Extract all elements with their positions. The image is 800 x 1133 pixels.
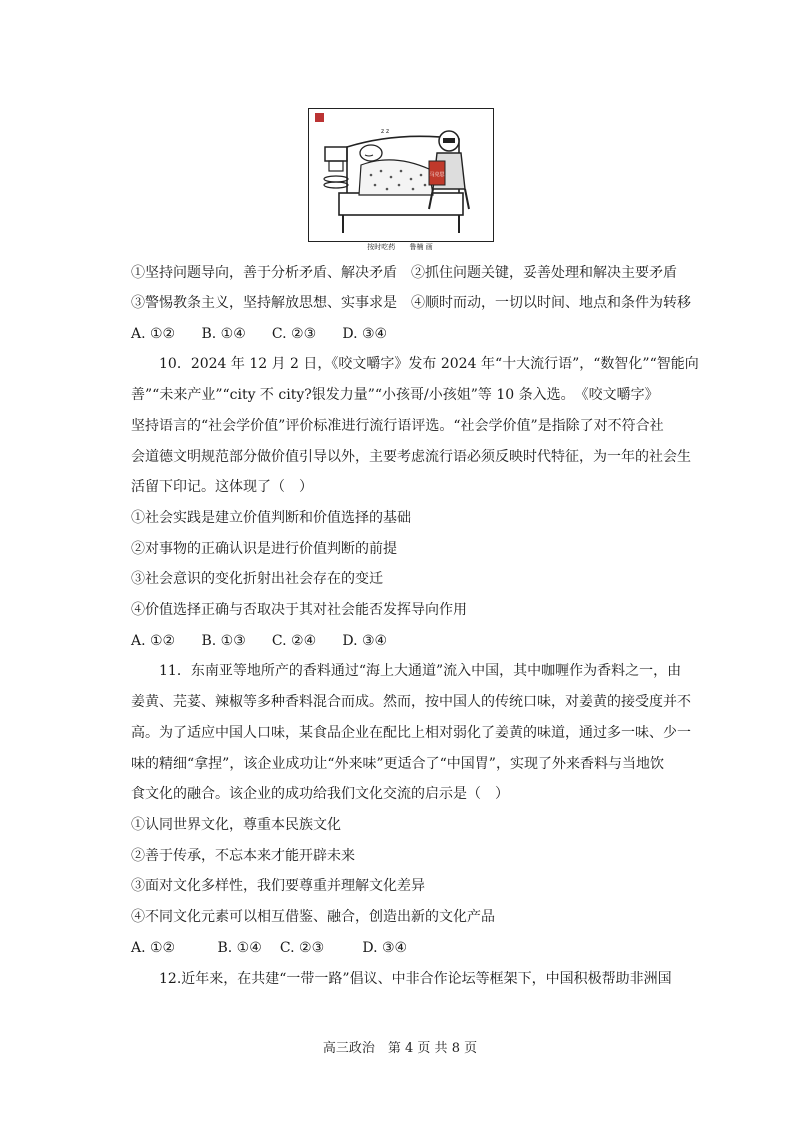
q10-stem-line-2: 善”“未来产业”“city 不 city?银发力量”“小孩哥/小孩姐”等 10 条入选。 《咬文嚼字》 (131, 387, 659, 403)
q10-option-d: D. ③④ (342, 633, 388, 649)
q9-option-b: B. ①④ (201, 326, 246, 342)
q11-option-d: D. ③④ (362, 940, 408, 956)
seal-stamp (315, 113, 324, 122)
q11-stem-line-5: 食文化的融合。该企业的成功给我们文化交流的启示是（ ） (131, 786, 509, 802)
q11-statement-2: ②善于传承，不忘本来才能开辟未来 (131, 848, 355, 864)
cartoon-author: 鲁楠 画 (409, 243, 433, 251)
q11-option-b: B. ①④ (217, 940, 262, 956)
q10-stem-line-1: 10．2024 年 12 月 2 日，《咬文嚼字》发布 2024 年“十大流行语”，“数智化”“智能向 (159, 356, 699, 372)
q10-option-a: A. ①② (131, 633, 176, 649)
q11-option-a: A. ①② (131, 940, 176, 956)
q9-options (131, 324, 387, 344)
q9-option-c: C. ②③ (271, 326, 317, 342)
q11-stem-line-3: 高。为了适应中国人口味，某食品企业在配比上相对弱化了姜黄的味道，通过多一味、少一 (131, 725, 691, 741)
q10-stem-line-3: 坚持语言的“社会学价值”评价标准进行流行语评选。“社会学价值”是指除了对不符合社 (131, 418, 664, 434)
q10-statement-1: ①社会实践是建立价值判断和价值选择的基础 (131, 510, 411, 526)
q10-stem-line-4: 会道德文明规范部分做价值引导以外，主要考虑流行语必须反映时代特征，为一年的社会生 (131, 449, 691, 465)
q11-statement-3: ③面对文化多样性，我们要尊重并理解文化差异 (131, 878, 425, 894)
q10-statement-3: ③社会意识的变化折射出社会存在的变迁 (131, 571, 383, 587)
q10-statement-4: ④价值选择正确与否取决于其对社会能否发挥导向作用 (131, 602, 467, 618)
q9-option-a: A. ①② (131, 326, 176, 342)
cartoon-drawing (309, 109, 493, 241)
q10-option-b: B. ①③ (201, 633, 246, 649)
cartoon-caption (308, 242, 492, 252)
q11-statement-4: ④不同文化元素可以相互借鉴、融合，创造出新的文化产品 (131, 909, 495, 925)
q11-options (131, 938, 407, 958)
svg-text:z z: z z (381, 128, 390, 135)
q10-options (131, 631, 387, 651)
q9-option-d: D. ③④ (342, 326, 388, 342)
q11-stem-line-1: 11．东南亚等地所产的香料通过“海上大通道”流入中国，其中咖喱作为香料之一，由 (159, 663, 682, 679)
book-label: 马克思 (429, 172, 445, 178)
q11-statement-1: ①认同世界文化，尊重本民族文化 (131, 817, 341, 833)
q11-stem-line-4: 味的精细“拿捏”，该企业成功让“外来味”更适合了“中国胃”，实现了外来香料与当地饮 (131, 756, 664, 772)
q9-statement-1: ①坚持问题导向，善于分析矛盾、解决矛盾 ②抓住问题关键，妥善处理和解决主要矛盾 (131, 265, 677, 281)
cartoon-illustration (308, 108, 494, 242)
q10-option-c: C. ②④ (271, 633, 317, 649)
q12-stem-line-1: 12.近年来，在共建“一带一路”倡议、中非合作论坛等框架下，中国积极帮助非洲国 (159, 971, 672, 987)
page-footer: 高三政治 第 4 页 共 8 页 (322, 1041, 478, 1056)
cartoon-title: 按时吃药 (367, 243, 396, 251)
q10-stem-line-5: 活留下印记。这体现了（ ） (131, 479, 313, 495)
q11-option-c: C. ②③ (279, 940, 325, 956)
q10-statement-2: ②对事物的正确认识是进行价值判断的前提 (131, 541, 397, 557)
q9-statement-2: ③警惕教条主义，坚持解放思想、实事求是 ④顺时而动，一切以时间、地点和条件为转移 (131, 295, 691, 311)
q11-stem-line-2: 姜黄、芫荽、辣椒等多种香料混合而成。然而，按中国人的传统口味，对姜黄的接受度并不 (131, 694, 691, 710)
